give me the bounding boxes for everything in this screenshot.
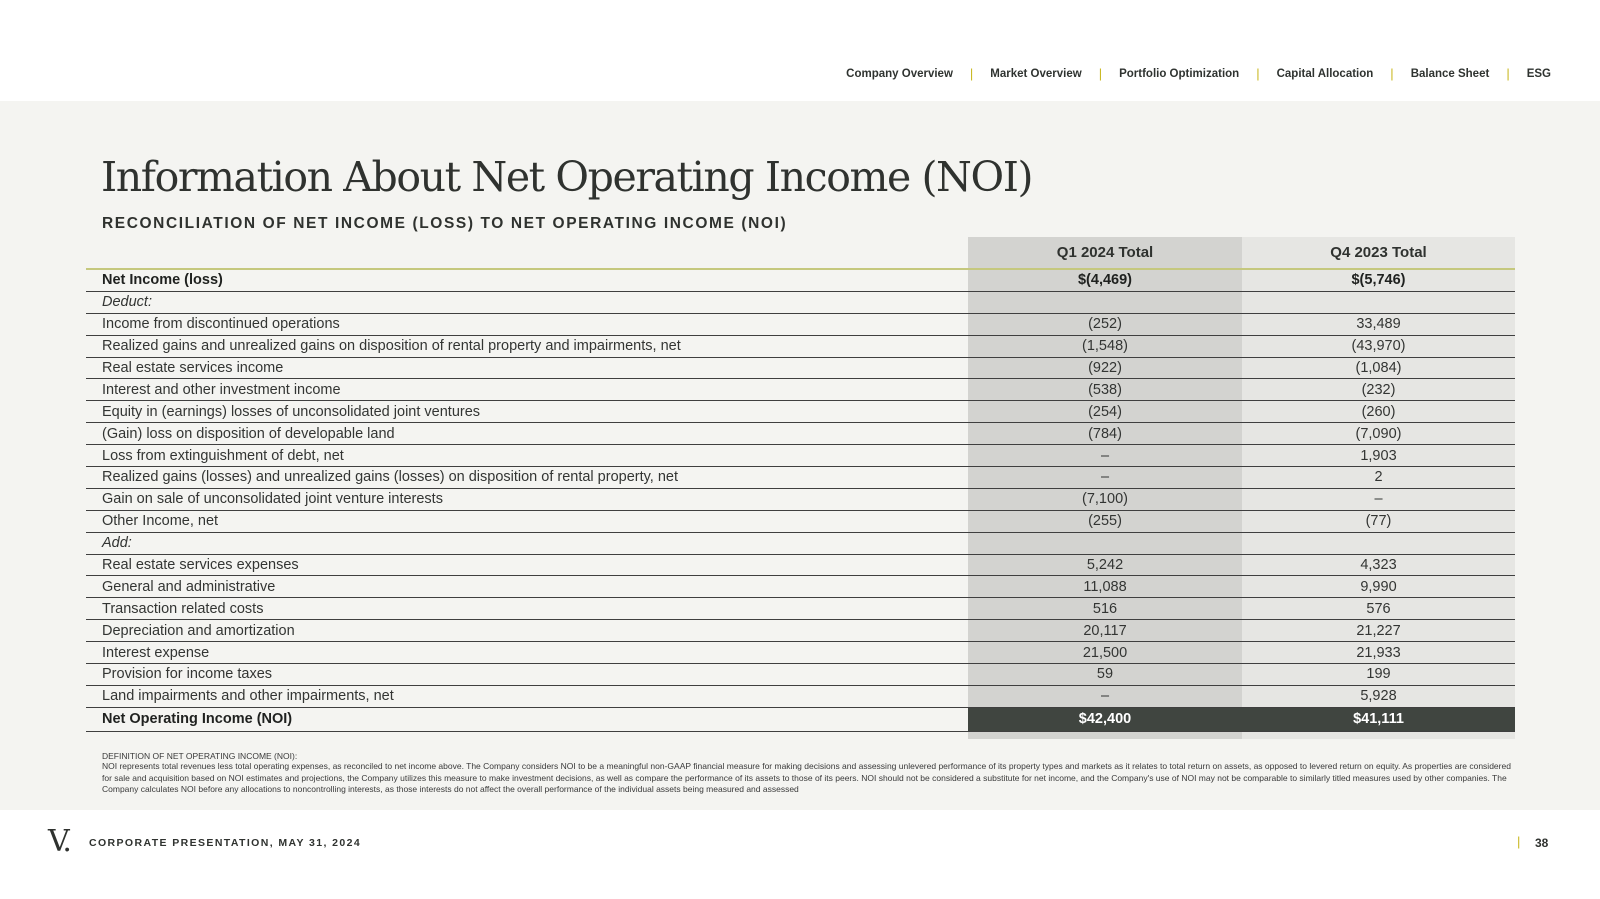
nav-separator: |	[969, 66, 974, 81]
table-row	[86, 291, 1515, 313]
q1-2024-value: –	[968, 685, 1242, 707]
slide-body	[0, 101, 1600, 810]
table-row	[86, 357, 1515, 379]
q1-2024-value: (784)	[968, 423, 1242, 445]
row-label: Net Operating Income (NOI)	[86, 707, 968, 731]
q1-2024-value: (252)	[968, 313, 1242, 335]
q1-2024-value: 5,242	[968, 554, 1242, 576]
q1-2024-value: (254)	[968, 401, 1242, 423]
row-label: Gain on sale of unconsolidated joint venture interests	[86, 488, 968, 510]
q4-2023-value: 33,489	[1242, 313, 1515, 335]
q4-2023-value: $41,111	[1242, 707, 1515, 731]
q4-2023-value: (77)	[1242, 510, 1515, 532]
q1-2024-value: 516	[968, 598, 1242, 620]
company-logo: V.	[48, 824, 70, 859]
definition-text: NOI represents total revenues less total operating expenses, as reconciled to net income above. The Company considers NOI to be a meaningful non-GAAP financial measure for making decisions and assessing unlevered performance of its property types and markets as it relates to total return on assets, as opposed to levered return on equity. As properties are considered for sale and acquisition based on NOI estimates and projections, the Company utilizes this measure to make investment decisions, as well as compare the performance of its assets to those of its peers. NOI should not be considered a substitute for net income, and the Company's use of NOI may not be comparable to similarly titled measures used by other companies. The Company calculates NOI before any allocations to noncontrolling interests, as those interests do not affect the overall performance of the individual assets being measured and assessed	[102, 761, 1511, 794]
row-label: Interest expense	[86, 642, 968, 664]
table-header-row	[86, 237, 1515, 269]
q4-2023-value: 576	[1242, 598, 1515, 620]
table-row	[86, 467, 1515, 489]
nav-separator: |	[1390, 66, 1394, 81]
header-q4-2023: Q4 2023 Total	[1242, 237, 1515, 269]
row-label: Real estate services expenses	[86, 554, 968, 576]
q1-2024-value: 59	[968, 664, 1242, 686]
nav-separator: |	[1098, 66, 1103, 81]
nav-link-esg[interactable]: ESG	[1526, 67, 1551, 80]
footer-presentation-label: CORPORATE PRESENTATION, MAY 31, 2024	[89, 837, 362, 849]
row-label: Income from discontinued operations	[86, 313, 968, 335]
q4-2023-value: 5,928	[1242, 685, 1515, 707]
q4-2023-value: 199	[1242, 664, 1515, 686]
top-navigation	[0, 0, 1600, 101]
q1-2024-value: –	[968, 467, 1242, 489]
total-row	[86, 707, 1515, 731]
q1-2024-value: (255)	[968, 510, 1242, 532]
table-row	[86, 335, 1515, 357]
footer	[0, 810, 1600, 899]
table-row	[86, 685, 1515, 707]
q4-2023-value: 21,227	[1242, 620, 1515, 642]
reconciliation-table	[86, 237, 1515, 732]
q1-2024-value: (538)	[968, 379, 1242, 401]
nav-link-capital-allocation[interactable]: Capital Allocation	[1276, 67, 1374, 80]
page-number: 38	[1535, 836, 1549, 850]
q4-2023-value: 21,933	[1242, 642, 1515, 664]
q4-2023-value	[1242, 532, 1515, 554]
definition-heading: DEFINITION OF NET OPERATING INCOME (NOI):	[102, 751, 298, 761]
q1-2024-value: 21,500	[968, 642, 1242, 664]
q4-2023-value: (260)	[1242, 401, 1515, 423]
q4-2023-value	[1242, 291, 1515, 313]
q4-2023-value: (1,084)	[1242, 357, 1515, 379]
table-row	[86, 313, 1515, 335]
nav-link-company-overview[interactable]: Company Overview	[846, 67, 953, 80]
nav-separator: |	[1256, 66, 1260, 81]
page-number-separator: |	[1517, 834, 1521, 849]
row-label: Provision for income taxes	[86, 664, 968, 686]
nav-link-market-overview[interactable]: Market Overview	[990, 67, 1082, 80]
page-title: Information About Net Operating Income (NOI)	[101, 153, 1033, 201]
header-label-column	[86, 237, 968, 269]
row-label: Depreciation and amortization	[86, 620, 968, 642]
q1-2024-value: 20,117	[968, 620, 1242, 642]
row-label: Realized gains and unrealized gains on disposition of rental property and impairments, net	[86, 335, 968, 357]
q1-2024-value: (1,548)	[968, 335, 1242, 357]
row-label: Transaction related costs	[86, 598, 968, 620]
q4-2023-value: (43,970)	[1242, 335, 1515, 357]
table-row	[86, 554, 1515, 576]
row-label: Land impairments and other impairments, net	[86, 685, 968, 707]
table-row	[86, 445, 1515, 467]
table-row	[86, 488, 1515, 510]
header-q1-2024: Q1 2024 Total	[968, 237, 1242, 269]
table-row	[86, 664, 1515, 686]
row-label: Deduct:	[86, 291, 968, 313]
table-row	[86, 269, 1515, 291]
q1-2024-value: (7,100)	[968, 488, 1242, 510]
row-label: Realized gains (losses) and unrealized gains (losses) on disposition of rental property, net	[86, 467, 968, 489]
q1-2024-value: $42,400	[968, 707, 1242, 731]
table-row	[86, 532, 1515, 554]
row-label: Other Income, net	[86, 510, 968, 532]
q4-2023-value: 9,990	[1242, 576, 1515, 598]
q4-2023-value: 4,323	[1242, 554, 1515, 576]
row-label: General and administrative	[86, 576, 968, 598]
row-label: Net Income (loss)	[86, 269, 968, 291]
row-label: Equity in (earnings) losses of unconsolidated joint ventures	[86, 401, 968, 423]
row-label: Add:	[86, 532, 968, 554]
q4-2023-value: 1,903	[1242, 445, 1515, 467]
q1-2024-value: –	[968, 445, 1242, 467]
table-row	[86, 423, 1515, 445]
row-label: Interest and other investment income	[86, 379, 968, 401]
nav-link-balance-sheet[interactable]: Balance Sheet	[1410, 67, 1490, 80]
q1-2024-value: 11,088	[968, 576, 1242, 598]
table-row	[86, 401, 1515, 423]
row-label: Real estate services income	[86, 357, 968, 379]
q1-2024-value: $(4,469)	[968, 269, 1242, 291]
nav-link-portfolio-optimization[interactable]: Portfolio Optimization	[1119, 67, 1240, 80]
q1-2024-value	[968, 532, 1242, 554]
nav-menu	[846, 66, 1551, 81]
row-label: Loss from extinguishment of debt, net	[86, 445, 968, 467]
table-row	[86, 576, 1515, 598]
q4-2023-value: (7,090)	[1242, 423, 1515, 445]
table-row	[86, 620, 1515, 642]
table-subtitle: RECONCILIATION OF NET INCOME (LOSS) TO NET OPERATING INCOME (NOI)	[102, 215, 788, 232]
nav-separator: |	[1506, 66, 1510, 81]
q4-2023-value: –	[1242, 488, 1515, 510]
q1-2024-value: (922)	[968, 357, 1242, 379]
table-row	[86, 510, 1515, 532]
table-row	[86, 379, 1515, 401]
table-row	[86, 598, 1515, 620]
q4-2023-value: 2	[1242, 467, 1515, 489]
q4-2023-value: (232)	[1242, 379, 1515, 401]
q1-2024-value	[968, 291, 1242, 313]
q4-2023-value: $(5,746)	[1242, 269, 1515, 291]
table-row	[86, 642, 1515, 664]
row-label: (Gain) loss on disposition of developable land	[86, 423, 968, 445]
